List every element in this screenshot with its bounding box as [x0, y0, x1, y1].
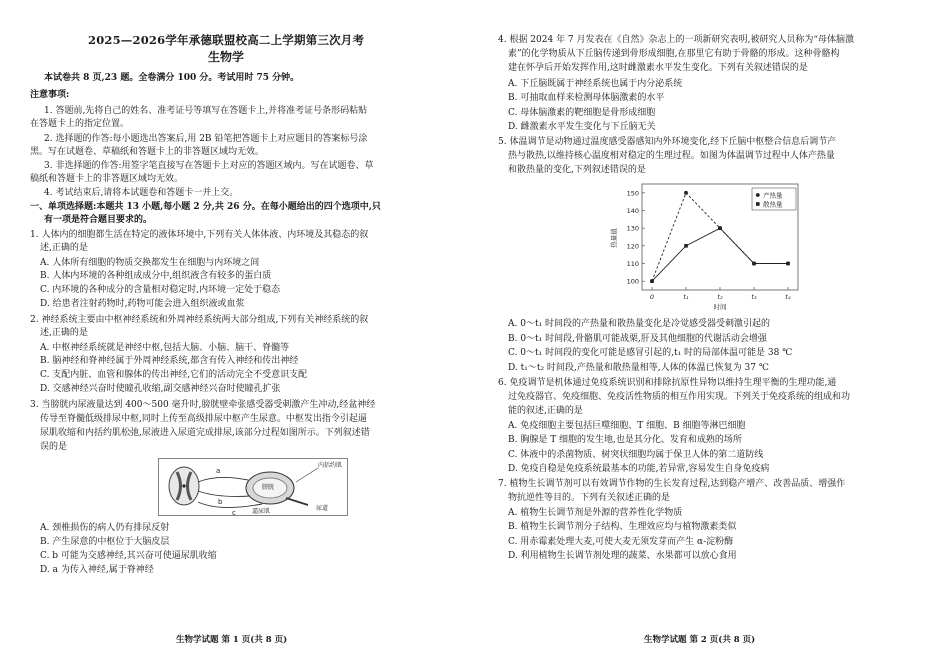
- option-b: B. 脑神经和脊神经属于外周神经系统,都含有传入神经和传出神经: [40, 356, 299, 366]
- notice-line: 在答题卡上的指定位置。: [30, 119, 130, 129]
- y-tick-label: 120: [626, 242, 639, 251]
- section-heading: 一、单项选择题:本题共 13 小题,每小题 2 分,共 26 分。在每小题给出的四个选项中,只: [30, 202, 381, 212]
- option-a: A. 植物生长调节剂是外源的营养性化学物质: [508, 508, 683, 518]
- option-c: C. 0～t₁ 时间段的变化可能是感冒引起的,t₁ 时的局部体温可能是 38 ℃: [508, 348, 793, 358]
- label-c: c: [232, 509, 236, 516]
- notice-heading: 注意事项:: [30, 90, 70, 100]
- option-a: A. 中枢神经系统就是神经中枢,包括大脑、小脑、脑干、脊髓等: [40, 343, 290, 353]
- option-b: B. 人体内环境的各种组成成分中,组织液含有较多的蛋白质: [40, 271, 272, 281]
- question-stem: 6. 免疫调节是机体通过免疫系统识别和排除抗原性异物以维持生理平衡的生理功能,通: [498, 378, 837, 388]
- y-axis-label: 热量值: [610, 228, 618, 248]
- option-b: B. 0～t₁ 时间段,骨骼肌可能战栗,肝及其他细胞的代谢活动会增强: [508, 334, 767, 344]
- question-stem: 4. 根据 2024 年 7 月发表在《自然》杂志上的一项新研究表明,被研究人员称为“母体脑激: [498, 35, 854, 45]
- section-heading-cont: 有一项是符合题目要求的。: [44, 215, 153, 225]
- question-stem: 能的叙述,正确的是: [508, 406, 583, 416]
- question-stem: 物抗逆性等目的。下列有关叙述正确的是: [508, 493, 671, 503]
- question-stem: 误的是: [40, 442, 68, 452]
- option-d: D. 雌激素水平发生变化与下丘脑无关: [508, 122, 656, 132]
- page-footer: 生物学试题 第 1 页(共 8 页): [176, 635, 288, 645]
- option-c: C. 内环境的各种成分的含量相对稳定时,内环境一定处于稳态: [40, 285, 281, 295]
- question-stem: 述,正确的是: [40, 243, 88, 253]
- notice-line: 4. 考试结束后,请将本试题卷和答题卡一并上交。: [44, 188, 239, 198]
- option-b: B. 植物生长调节剂分子结构、生理效应均与植物激素类似: [508, 522, 737, 532]
- series-line-2: [652, 228, 788, 281]
- nerve-b-path: [198, 491, 250, 496]
- question-stem: 尿肌收缩和内括约肌松弛,尿液进入尿道完成排尿,该部分过程如图所示。下列叙述错: [40, 428, 370, 438]
- question-stem: 7. 植物生长调节剂可以有效调节作物的生长发育过程,达到稳产增产、改善品质、增强作: [498, 479, 846, 489]
- data-point-2: [718, 226, 722, 230]
- option-c: C. 支配内脏、血管和腺体的传出神经,它们的活动完全不受意识支配: [40, 370, 308, 380]
- y-tick-label: 150: [626, 189, 639, 198]
- data-point-1: [684, 191, 688, 195]
- question-stem: 建在怀孕后开始发挥作用,这时雌激素水平发生变化。下列有关叙述错误的是: [508, 63, 808, 73]
- x-tick-label: t₂: [717, 293, 723, 301]
- option-a: A. 0～t₁ 时间段的产热量和散热量变化是冷觉感受器受刺激引起的: [508, 319, 771, 329]
- question-stem: 素”的化学物质从下丘脑传递到骨形成细胞,在那里它有助于骨骼的形成。这种骨骼构: [508, 49, 840, 59]
- x-tick-label: 0: [649, 293, 655, 301]
- data-point-2: [752, 262, 756, 266]
- y-tick-label: 130: [626, 224, 639, 233]
- label-bladder: 膀胱: [262, 484, 275, 491]
- data-point-2: [786, 262, 790, 266]
- notice-line: 2. 选择题的作答:每小题选出答案后,用 2B 铅笔把答题卡上对应题目的答案标号涂: [44, 134, 368, 144]
- y-tick-label: 110: [626, 260, 639, 268]
- x-tick-label: t₁: [683, 293, 689, 301]
- x-axis-label: 时间: [713, 303, 727, 310]
- label-detrusor: 逼尿肌: [252, 508, 271, 515]
- notice-line: 3. 非选择题的作答:用签字笔直接写在答题卡上对应的答题区域内。写在试题卷、草: [44, 161, 374, 171]
- nerve-c-path: [198, 502, 262, 508]
- page-footer: 生物学试题 第 2 页(共 8 页): [644, 635, 756, 645]
- data-point-2: [650, 279, 654, 283]
- option-a: A. 人体所有细胞的物质交换都发生在细胞与内环境之间: [40, 258, 260, 268]
- label-b: b: [218, 498, 223, 506]
- y-tick-label: 100: [626, 277, 639, 286]
- question-stem: 5. 体温调节是动物通过温度感受器感知内外环境变化,经下丘脑中枢整合信息后调节产: [498, 137, 837, 147]
- question-stem: 热与散热,以维持核心温度相对稳定的生理过程。如图为体温调节过程中人体产热量: [508, 151, 835, 161]
- question-stem: 传导至脊髓低级排尿中枢,同时上传至高级排尿中枢产生尿意。中枢发出指令引起逼: [40, 414, 367, 424]
- exam-title: 2025—2026学年承德联盟校高二上学期第三次月考: [88, 33, 365, 47]
- option-d: D. 交感神经兴奋时使瞳孔收缩,副交感神经兴奋时使瞳孔扩张: [40, 384, 281, 394]
- notice-line: 稿纸和答题卡上的非答题区域均无效。: [30, 174, 184, 184]
- question-stem: 过免疫器官、免疫细胞、免疫活性物质的相互作用实现。下列关于免疫系统的组成和功: [508, 392, 851, 402]
- question-stem: 述,正确的是: [40, 328, 88, 338]
- option-a: A. 颈椎损伤的病人仍有排尿反射: [40, 523, 170, 533]
- bladder-icon: [246, 472, 308, 505]
- option-c: C. 用赤霉素处理大麦,可使大麦无须发芽而产生 α-淀粉酶: [508, 537, 734, 547]
- question-stem: 和散热量的变化,下列叙述错误的是: [508, 165, 646, 175]
- option-d: D. 利用植物生长调节剂处理的蔬菜、水果都可以放心食用: [508, 551, 737, 561]
- option-a: A. 下丘脑既属于神经系统也属于内分泌系统: [508, 79, 683, 89]
- option-c: C. 体液中的杀菌物质、树突状细胞均属于保卫人体的第二道防线: [508, 450, 764, 460]
- option-b: B. 可抽取血样来检测母体脑激素的水平: [508, 93, 665, 103]
- option-b: B. 产生尿意的中枢位于大脑皮层: [40, 537, 170, 547]
- option-a: A. 免疫细胞主要包括巨噬细胞、T 细胞、B 细胞等淋巴细胞: [508, 421, 746, 431]
- exam-info: 本试卷共 8 页,23 题。全卷满分 100 分。考试用时 75 分钟。: [44, 73, 300, 83]
- legend-label: 散热量: [763, 200, 783, 209]
- label-a: a: [216, 467, 221, 475]
- urination-reflex-diagram: [158, 458, 348, 516]
- legend-marker: [756, 202, 760, 206]
- option-c: C. b 可能为交感神经,其兴奋可使逼尿肌收缩: [40, 551, 217, 561]
- question-stem: 2. 神经系统主要由中枢神经系统和外周神经系统两大部分组成,下列有关神经系统的叙: [30, 315, 369, 325]
- data-point-2: [684, 244, 688, 248]
- notice-line: 黑。写在试题卷、草稿纸和答题卡上的非答题区域均无效。: [30, 147, 265, 157]
- notice-line: 1. 答题前,先将自己的姓名、准考证号等填写在答题卡上,并将准考证号条形码粘贴: [44, 106, 368, 116]
- x-tick-label: t₄: [785, 293, 791, 301]
- option-d: D. 给患者注射药物时,药物可能会进入组织液或血浆: [40, 299, 245, 309]
- legend-marker: [756, 193, 760, 197]
- option-c: C. 母体脑激素的靶细胞是骨形成细胞: [508, 108, 656, 118]
- x-tick-label: t₃: [751, 293, 757, 301]
- question-stem: 3. 当膀胱内尿液量达到 400～500 毫升时,膀胱壁牵张感受器受刺激产生冲动,经盆神经: [30, 400, 376, 410]
- spinal-cord-icon: [169, 467, 199, 505]
- y-tick-label: 140: [626, 207, 639, 215]
- nerve-a-path: [198, 477, 248, 482]
- subject-title: 生物学: [208, 50, 245, 64]
- legend-label: 产热量: [763, 191, 783, 200]
- option-d: D. 免疫自稳是免疫系统最基本的功能,若异常,容易发生自身免疫病: [508, 464, 770, 474]
- label-sphincter: 内括约肌: [318, 462, 343, 469]
- option-d: D. t₁～t₂ 时间段,产热量和散热量相等,人体的体温已恢复为 37 ℃: [508, 363, 769, 373]
- heat-change-chart: [606, 178, 806, 310]
- question-stem: 1. 人体内的细胞都生活在特定的液体环境中,下列有关人体体液、内环境及其稳态的叙: [30, 230, 369, 240]
- option-d: D. a 为传入神经,属于脊神经: [40, 565, 154, 575]
- label-urethra: 尿道: [316, 505, 329, 512]
- option-b: B. 胸腺是 T 细胞的发生地,也是其分化、发育和成熟的场所: [508, 435, 742, 445]
